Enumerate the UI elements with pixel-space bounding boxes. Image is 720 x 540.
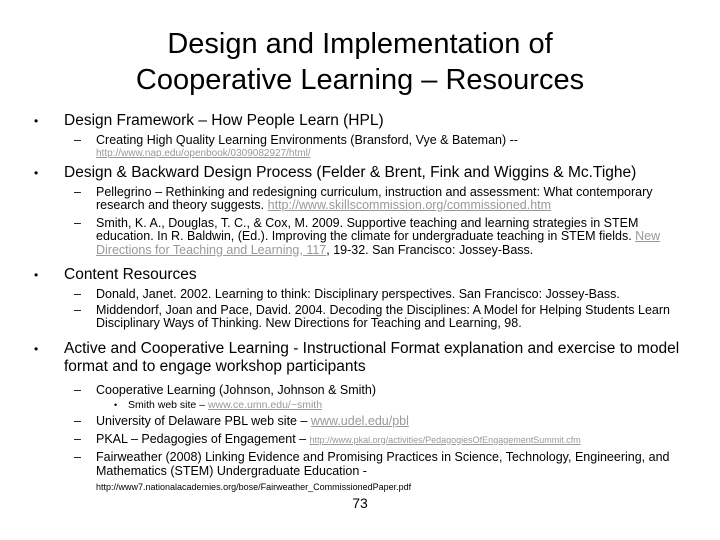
nap-link[interactable]: http://www.nap.edu/openbook/0309082927/html/ (96, 147, 311, 159)
bullet-active-cooperative: • Active and Cooperative Learning - Instructional Format explanation and exercise to model format and to engage workshop participants (34, 339, 680, 375)
smith-site-link[interactable]: www.ce.umn.edu/~smith (207, 399, 323, 411)
dash-marker: – (74, 184, 81, 199)
sub-bullet-cooperative-learning: – Cooperative Learning (Johnson, Johnson & Smith) (74, 382, 377, 397)
new-directions-link[interactable]: New Directions for Teaching and Learning, 117 (96, 229, 661, 257)
dash-marker: – (74, 302, 81, 317)
bullet-design-process: • Design & Backward Design Process (Felder & Brent, Fink and Wiggins & Mc.Tighe) (34, 163, 637, 181)
bullet-marker: • (34, 341, 39, 356)
bullet-marker: • (34, 268, 39, 282)
title-line-1: Design and Implementation of (167, 28, 553, 60)
slide-title (0, 26, 720, 98)
sub-bullet-udel: – University of Delaware PBL web site – www.udel.edu/pbl (74, 414, 409, 428)
sub-bullet-fairweather: – Fairweather (2008) Linking Evidence and Promising Practices in Science, Technology, Engineering, and Mathematics (STEM) Undergraduate Education - (74, 450, 670, 478)
skillscommission-link[interactable]: http://www.skillscommission.org/commissioned.htm (267, 198, 552, 212)
page-number: 73 (352, 495, 368, 511)
fairweather-url: http://www7.nationalacademies.org/bose/Fairweather_CommissionedPaper.pdf (96, 482, 412, 492)
dash-marker: – (74, 414, 81, 428)
pkal-link[interactable]: http://www.pkal.org/activities/PedagogiesOfEngagementSummit.cfm (309, 434, 581, 445)
sub-bullet-pkal: – PKAL – Pedagogies of Engagement – http://www.pkal.org/activities/PedagogiesOfEngagementSummit.cfm (74, 431, 581, 446)
sub-bullet-middendorf: – Middendorf, Joan and Pace, David. 2004. Decoding the Disciplines: A Model for Helping Students Learn Disciplinary Ways of Thinking. New Directions for Teaching and Learning, 98. (74, 302, 670, 330)
dash-marker: – (74, 287, 81, 301)
dash-marker: – (74, 450, 81, 464)
bullet-marker: • (114, 400, 118, 410)
udel-pbl-link[interactable]: www.udel.edu/pbl (310, 414, 409, 428)
bullet-marker: • (34, 114, 39, 128)
bullet-content-resources: • Content Resources (34, 266, 197, 283)
sub-bullet-hpl: – Creating High Quality Learning Environments (Bransford, Vye & Bateman) -- http://www.nap.edu/openbook/0309082927/html/ (30, 134, 690, 159)
sub-sub-bullet-smith-site: • Smith web site – www.ce.umn.edu/~smith (114, 399, 323, 411)
dash-marker: – (74, 382, 81, 397)
sub-bullet-donald: – Donald, Janet. 2002. Learning to think: Disciplinary perspectives. San Francisco: Jossey-Bass. (74, 287, 620, 301)
dash-marker: – (74, 431, 81, 446)
sub-bullet-smith: – Smith, K. A., Douglas, T. C., & Cox, M. 2009. Supportive teaching and learning strategies in STEM education. In R. Baldwin, (Ed.). Improving the climate for undergraduate teaching in STEM fields. New Directions for Teaching and Learning, 117, 19-32. San Francisco: Jossey-Bass. (74, 215, 661, 257)
bullet-design-framework: • Design Framework – How People Learn (HPL) (34, 112, 384, 129)
sub-bullet-pellegrino: – Pellegrino – Rethinking and redesigning curriculum, instruction and assessment: What contemporary research and theory suggests. http://www.skillscommission.org/commissioned.htm (74, 184, 653, 212)
dash-marker: – (74, 133, 81, 147)
bullet-marker: • (34, 165, 39, 180)
bullet-list (30, 112, 690, 493)
title-line-2: Cooperative Learning – Resources (135, 64, 585, 96)
dash-marker: – (74, 215, 81, 230)
